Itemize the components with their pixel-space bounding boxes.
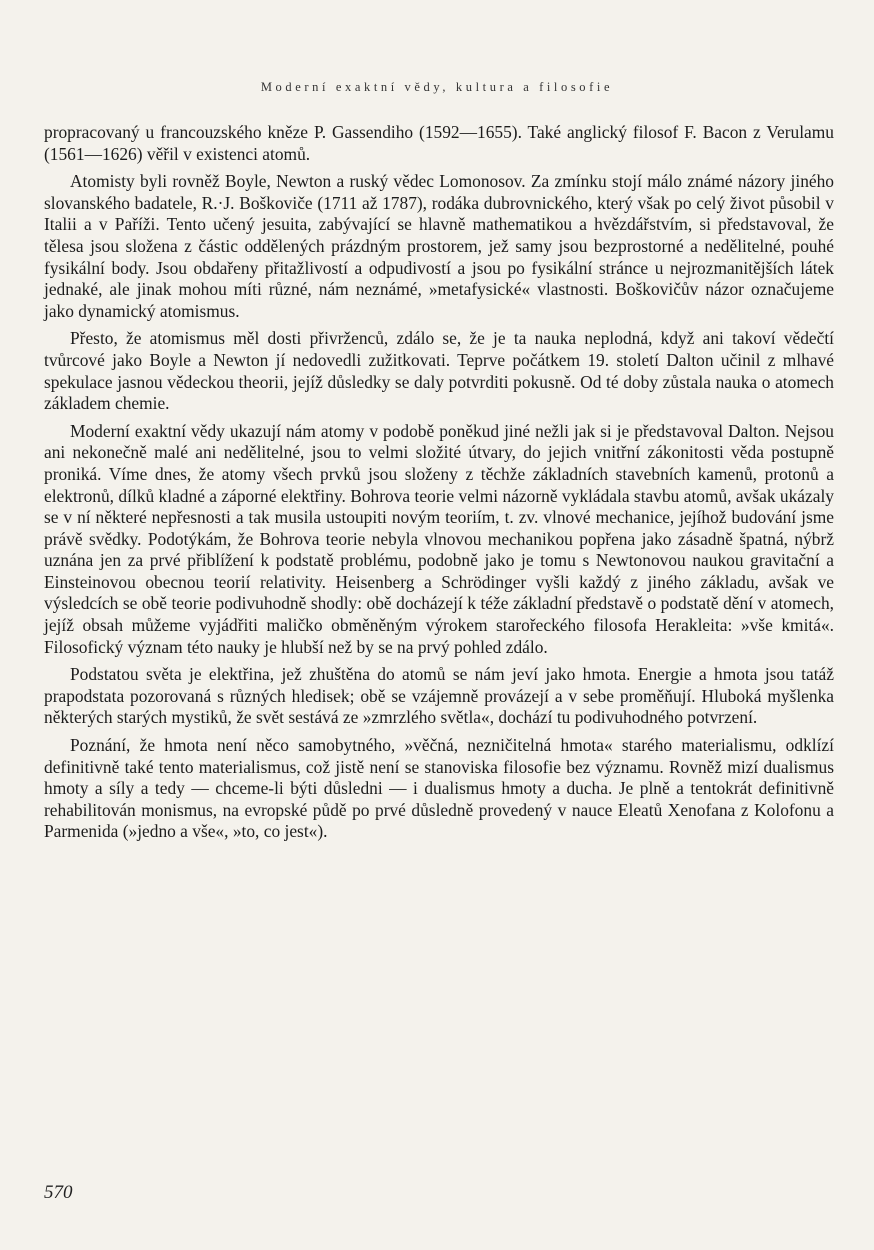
paragraph-electricity: Podstatou světa je elektřina, jež zhuštěna do atomů se nám jeví jako hmota. Energie a hmota jsou tatáž prapodstata pozorovaná s různých hledisek; obě se vzájemně provázejí a v sebe proměňují. Hluboká myšlenka některých starých mystiků, že svět sestává ze »zmrzlého světla«, dochází tu podivuhodného potvrzení. xyxy=(44,664,834,728)
running-head: Moderní exaktní vědy, kultura a filosofie xyxy=(260,80,614,94)
paragraph-modern-science: Moderní exaktní vědy ukazují nám atomy v podobě poněkud jiné nežli jak si je představoval Dalton. Nejsou ani nekonečně malé ani nedělitelné, jsou to velmi složité útvary, do jejich vnitřní zákonitosti věda postupně proniká. Víme dnes, že atomy všech prvků jsou složeny z těchže základních stavebních kamenů, protonů a elektronů, dílků kladné a záporné elektřiny. Bohrova teorie velmi názorně vykládala stavbu atomů, avšak ukázaly se v ní některé nepřesnosti a tak musila ustoupiti novým teoriím, t. zv. vlnové mechanice, jejíhož budování jsme právě svědky. Podotýkám, že Bohrova teorie nebyla vlnovou mechanikou popřena jako zásadně špatná, nýbrž uznána jen za prvé přiblížení k podstatě problému, podobně jako je tomu s Newtonovou naukou gravitační a Einsteinovou obecnou teorií relativity. Heisenberg a Schrödinger vyšli každý z jiného základu, avšak ve výsledcích se obě teorie podivuhodně shodly: obě docházejí k téže základní představě o podstatě dění v atomech, jejíž obsah můžeme vyjádřiti maličko obměněným výrokem starořeckého filosofa Herakleita: »vše kmitá«. Filosofický význam této nauky je hlubší než by se na prvý pohled zdálo. xyxy=(44,420,834,657)
paragraph-dalton: Přesto, že atomismus měl dosti přivrženců, zdálo se, že je ta nauka neplodná, když ani takoví vědečtí tvůrcové jako Boyle a Newton jí nedovedli zužitkovati. Teprve počátkem 19. století Dalton učinil z mlhavé spekulace jasnou vědeckou theorii, jejíž důsledky se daly potvrditi pokusně. Od té doby zůstala nauka o atomech základem chemie. xyxy=(44,328,834,414)
paragraph-continuation: propracovaný u francouzského kněze P. Gassendiho (1592—1655). Také anglický filosof F. Bacon z Verulamu (1561—1626) věřil v existenci atomů. xyxy=(44,122,834,164)
body-text xyxy=(44,122,834,849)
page-number: 570 xyxy=(44,1182,73,1203)
paragraph-monism: Poznání, že hmota není něco samobytného, »věčná, nezničitelná hmota« starého materialismu, odklízí definitivně také tento materialismus, což jistě není se stanoviska filosofie bez významu. Rovněž mizí dualismus hmoty a síly a tedy — chceme-li býti důsledni — i dualismus hmoty a ducha. Je plně a tentokrát definitivně rehabilitován monismus, na evropské půdě po prvé důsledně provedený v nauce Eleatů Xenofana z Kolofonu a Parmenida (»jedno a vše«, »to, co jest«). xyxy=(44,735,834,842)
paragraph-atomists: Atomisty byli rovněž Boyle, Newton a ruský vědec Lomonosov. Za zmínku stojí málo známé názory jiného slovanského badatele, R.·J. Boškoviče (1711 až 1787), rodáka dubrovnického, který však po celý život působil v Italii a v Paříži. Tento učený jesuita, zabývající se hlavně mathematikou a hvězdářstvím, si představoval, že tělesa jsou složena z částic oddělených prázdným prostorem, jež samy jsou bezprostorné a nedělitelné, pouhé fysikální body. Jsou obdařeny přitažlivostí a odpudivostí a jsou po fysikální stránce u nejrozmanitějších látek jednaké, ale jinak mohou míti různé, nám neznámé, »metafysické« vlastnosti. Boškovičův názor označujeme jako dynamický atomismus. xyxy=(44,171,834,321)
